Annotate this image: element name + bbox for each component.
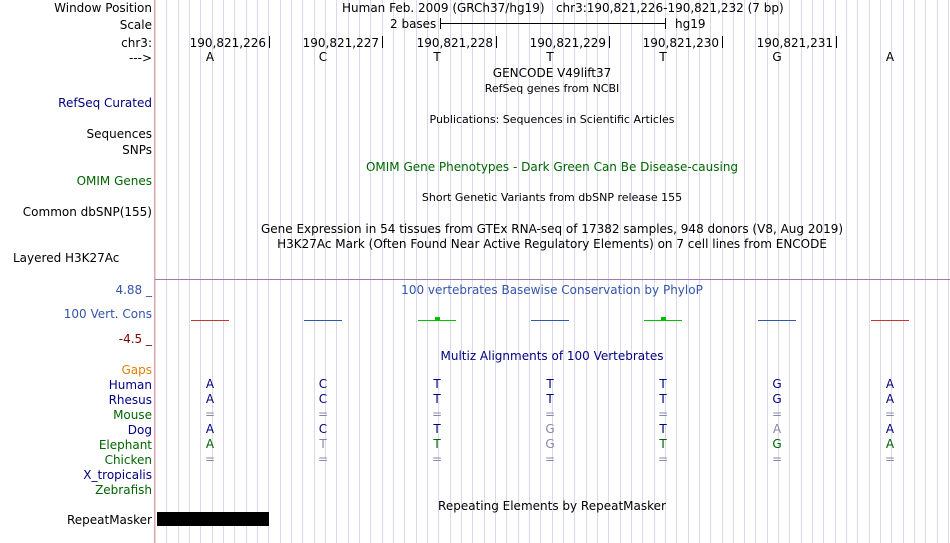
ruler-position[interactable]: 190,821,230 xyxy=(642,36,719,50)
alignment-base: A xyxy=(885,437,895,451)
alignment-base: A xyxy=(772,422,782,436)
multiz-track-title[interactable]: Multiz Alignments of 100 Vertebrates xyxy=(440,349,664,363)
grid-line xyxy=(767,0,768,543)
ruler-position[interactable]: 190,821,229 xyxy=(529,36,606,50)
track-separator xyxy=(155,279,950,280)
grid-line xyxy=(937,0,938,543)
repeatmasker-track-label[interactable]: RepeatMasker xyxy=(66,513,152,527)
grid-line xyxy=(393,0,394,543)
grid-line xyxy=(620,0,621,543)
gtex-track-title[interactable]: Gene Expression in 54 tissues from GTEx RNA-seq of 17382 samples, 948 donors (V8, Aug 2019) xyxy=(260,222,844,236)
phylop-bar[interactable] xyxy=(758,320,796,321)
sequences-track-label[interactable]: Sequences xyxy=(86,127,152,141)
grid-line xyxy=(948,0,949,543)
grid-line xyxy=(359,0,360,543)
grid-line xyxy=(903,0,904,543)
omim-track-label[interactable]: OMIM Genes xyxy=(76,174,152,188)
ruler-tick xyxy=(269,36,270,48)
grid-line xyxy=(846,0,847,543)
grid-line xyxy=(688,0,689,543)
grid-line xyxy=(733,0,734,543)
grid-line xyxy=(710,0,711,543)
gaps-label: Gaps xyxy=(121,363,152,377)
alignment-base: A xyxy=(205,437,215,451)
grid-line xyxy=(246,0,247,543)
ruler-tick xyxy=(722,36,723,48)
alignment-base: G xyxy=(772,392,782,406)
reference-base[interactable]: T xyxy=(659,50,667,64)
grid-line xyxy=(857,0,858,543)
dbsnp-track-title[interactable]: Short Genetic Variants from dbSNP release 155 xyxy=(421,191,683,204)
alignment-base: T xyxy=(659,392,667,406)
grid-line xyxy=(234,0,235,543)
grid-line xyxy=(642,0,643,543)
scale-label: Scale xyxy=(119,18,152,32)
grid-line xyxy=(812,0,813,543)
reference-base[interactable]: A xyxy=(885,50,895,64)
alignment-base: T xyxy=(546,377,554,391)
h3k27ac-track-label[interactable]: Layered H3K27Ac xyxy=(13,251,120,265)
strand-label: ---> xyxy=(128,51,152,65)
alignment-base: = xyxy=(204,407,216,421)
grid-line xyxy=(280,0,281,543)
alignment-base: A xyxy=(205,392,215,406)
grid-line xyxy=(461,0,462,543)
grid-line xyxy=(835,0,836,543)
grid-line xyxy=(427,0,428,543)
alignment-base: G xyxy=(545,437,555,451)
alignment-base: = xyxy=(771,452,783,466)
phylop-bar[interactable] xyxy=(871,320,909,321)
repeatmasker-track-title[interactable]: Repeating Elements by RepeatMasker xyxy=(438,499,666,513)
refseq-track-label[interactable]: RefSeq Curated xyxy=(58,96,152,110)
species-label-dog[interactable]: Dog xyxy=(127,423,152,437)
species-label-x_tropicalis[interactable]: X_tropicalis xyxy=(83,468,152,482)
publications-track-title[interactable]: Publications: Sequences in Scientific Articles xyxy=(429,113,675,126)
grid-line xyxy=(722,0,723,543)
grid-line xyxy=(925,0,926,543)
grid-line xyxy=(336,0,337,543)
alignment-base: T xyxy=(546,392,554,406)
reference-base[interactable]: A xyxy=(205,50,215,64)
alignment-base: T xyxy=(319,437,327,451)
phylop-bar[interactable] xyxy=(531,320,569,321)
alignment-base: = xyxy=(317,452,329,466)
grid-line xyxy=(223,0,224,543)
phylop-track-title[interactable]: 100 vertebrates Basewise Conservation by PhyloP xyxy=(401,283,703,297)
ruler-position[interactable]: 190,821,226 xyxy=(189,36,266,50)
alignment-base: = xyxy=(657,452,669,466)
omim-track-title[interactable]: OMIM Gene Phenotypes - Dark Green Can Be Disease-causing xyxy=(365,160,739,174)
phylop-peak[interactable] xyxy=(435,317,440,321)
alignment-base: = xyxy=(431,407,443,421)
grid-line xyxy=(257,0,258,543)
alignment-base: = xyxy=(431,452,443,466)
dbsnp-track-label[interactable]: Common dbSNP(155) xyxy=(22,205,152,219)
grid-line xyxy=(789,0,790,543)
species-label-zebrafish[interactable]: Zebrafish xyxy=(95,483,152,497)
scale-assembly: hg19 xyxy=(675,17,706,31)
grid-line xyxy=(472,0,473,543)
ruler-position[interactable]: 190,821,227 xyxy=(302,36,379,50)
ruler-tick xyxy=(609,36,610,48)
window-position-label: Window Position xyxy=(54,1,152,15)
grid-line xyxy=(744,0,745,543)
alignment-base: = xyxy=(544,407,556,421)
grid-line xyxy=(869,0,870,543)
grid-line xyxy=(676,0,677,543)
species-label-chicken[interactable]: Chicken xyxy=(104,453,152,467)
alignment-base: = xyxy=(771,407,783,421)
alignment-base: G xyxy=(772,377,782,391)
reference-base[interactable]: G xyxy=(772,50,782,64)
scale-bar-right-end xyxy=(665,18,666,29)
alignment-base: T xyxy=(659,437,667,451)
phylop-min-label: -4.5 _ xyxy=(118,332,152,346)
grid-line xyxy=(370,0,371,543)
alignment-base: C xyxy=(318,377,328,391)
grid-line xyxy=(302,0,303,543)
phylop-bar[interactable] xyxy=(304,320,342,321)
ruler-position[interactable]: 190,821,228 xyxy=(416,36,493,50)
species-label-human[interactable]: Human xyxy=(108,378,152,392)
refseq-track-subtitle[interactable]: RefSeq genes from NCBI xyxy=(484,82,620,95)
alignment-base: T xyxy=(659,422,667,436)
species-label-rhesus[interactable]: Rhesus xyxy=(108,393,152,407)
grid-line xyxy=(801,0,802,543)
grid-line xyxy=(631,0,632,543)
grid-line xyxy=(348,0,349,543)
grid-line xyxy=(755,0,756,543)
alignment-base: = xyxy=(657,407,669,421)
reference-base[interactable]: T xyxy=(546,50,554,64)
grid-line xyxy=(291,0,292,543)
alignment-base: T xyxy=(659,377,667,391)
alignment-base: C xyxy=(318,392,328,406)
scale-bar-left-end xyxy=(440,18,441,29)
alignment-base: A xyxy=(205,377,215,391)
reference-base[interactable]: C xyxy=(318,50,328,64)
species-label-elephant[interactable]: Elephant xyxy=(98,438,152,452)
grid-line xyxy=(382,0,383,543)
alignment-base: T xyxy=(433,422,441,436)
species-label-mouse[interactable]: Mouse xyxy=(113,408,152,422)
alignment-base: = xyxy=(317,407,329,421)
grid-line xyxy=(416,0,417,543)
phylop-track-label[interactable]: 100 Vert. Cons xyxy=(63,307,152,321)
alignment-base: = xyxy=(204,452,216,466)
grid-line xyxy=(450,0,451,543)
alignment-base: A xyxy=(885,422,895,436)
grid-line xyxy=(268,0,269,543)
grid-line xyxy=(914,0,915,543)
grid-line xyxy=(880,0,881,543)
label-column-border xyxy=(154,0,155,543)
grid-line xyxy=(314,0,315,543)
ruler-tick xyxy=(836,36,837,48)
grid-line xyxy=(699,0,700,543)
gencode-track-title[interactable]: GENCODE V49lift37 xyxy=(492,66,612,80)
alignment-base: C xyxy=(318,422,328,436)
h3k27ac-track-title[interactable]: H3K27Ac Mark (Often Found Near Active Regulatory Elements) on 7 cell lines from ENCODE xyxy=(277,237,827,251)
reference-base[interactable]: T xyxy=(433,50,441,64)
alignment-base: = xyxy=(884,452,896,466)
window-position-value: Human Feb. 2009 (GRCh37/hg19) chr3:190,821,226-190,821,232 (7 bp) xyxy=(342,1,784,15)
alignment-base: = xyxy=(884,407,896,421)
scale-bar xyxy=(440,23,666,24)
ruler-tick xyxy=(496,36,497,48)
snps-track-label[interactable]: SNPs xyxy=(122,143,152,157)
alignment-base: T xyxy=(433,377,441,391)
alignment-base: A xyxy=(885,377,895,391)
alignment-base: = xyxy=(544,452,556,466)
phylop-max-label: 4.88 _ xyxy=(115,283,152,297)
chr-label: chr3: xyxy=(121,36,152,50)
grid-line xyxy=(200,0,201,543)
ruler-tick xyxy=(382,36,383,48)
grid-line xyxy=(189,0,190,543)
phylop-bar[interactable] xyxy=(191,320,229,321)
grid-line xyxy=(178,0,179,543)
phylop-peak[interactable] xyxy=(661,317,666,321)
alignment-base: T xyxy=(433,437,441,451)
alignment-base: G xyxy=(545,422,555,436)
alignment-base: G xyxy=(772,437,782,451)
grid-line xyxy=(166,0,167,543)
grid-line xyxy=(823,0,824,543)
grid-line xyxy=(654,0,655,543)
repeatmasker-element[interactable] xyxy=(157,512,269,526)
grid-line xyxy=(155,0,156,543)
grid-line xyxy=(404,0,405,543)
alignment-base: A xyxy=(205,422,215,436)
alignment-base: A xyxy=(885,392,895,406)
alignment-base: T xyxy=(433,392,441,406)
ruler-position[interactable]: 190,821,231 xyxy=(756,36,833,50)
scale-value: 2 bases xyxy=(390,17,437,31)
